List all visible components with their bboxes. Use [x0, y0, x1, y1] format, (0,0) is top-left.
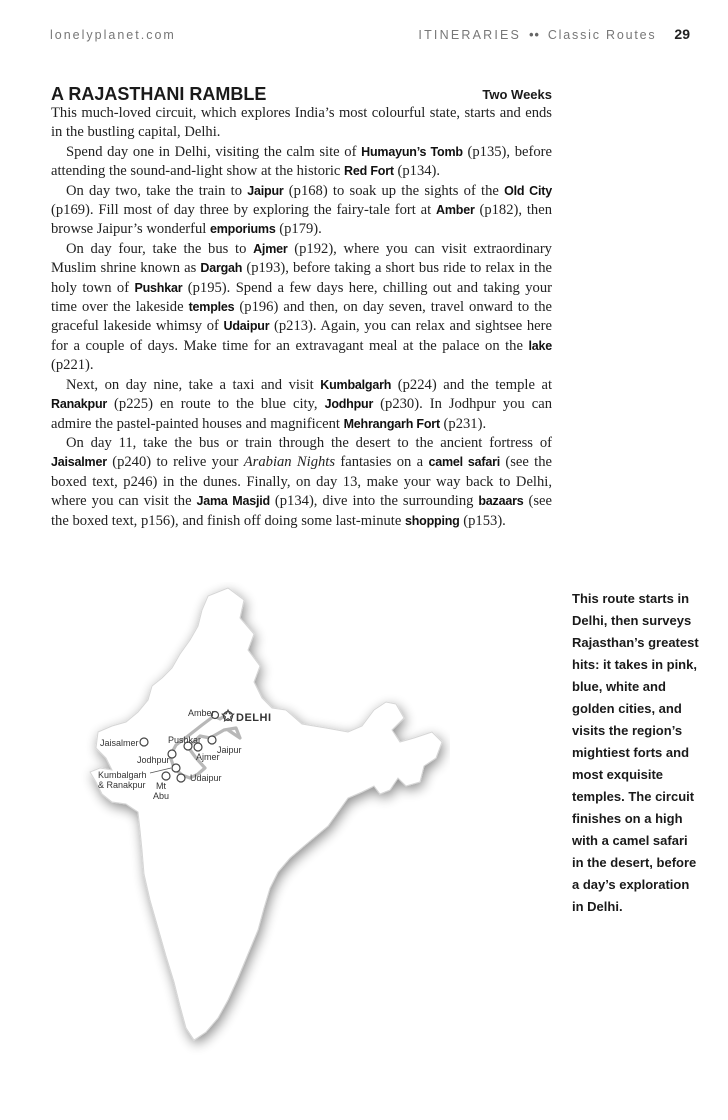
- paragraph-text: (p231).: [439, 415, 487, 432]
- paragraph-text: (p240) to relive your: [106, 454, 244, 471]
- paragraph-text: (p193), before taking a short bus ride to relax in the holy town of: [51, 260, 552, 296]
- highlighted-term: emporiums: [210, 222, 276, 237]
- running-header: [50, 26, 690, 46]
- label-delhi: DELHI: [236, 712, 272, 724]
- map-caption: This route starts in Delhi, then surveys Rajasthan’s greatest hits: it takes in pink, blue, white and golden cities, and visits the region’s mightiest forts and most exquisite temples. The circuit finishes on a high with a camel safari in the desert, before a day’s exploration in Delhi.: [572, 591, 699, 914]
- paragraph-text: (p153).: [459, 512, 506, 529]
- paragraph-text: On day two, take the train to: [66, 182, 248, 199]
- highlighted-term: Udaipur: [223, 319, 270, 334]
- india-route-map: [40, 582, 450, 1102]
- highlighted-term: Humayun’s Tomb: [361, 144, 463, 159]
- highlighted-term: Jama Masjid: [196, 494, 270, 509]
- paragraph-text: Next, on day nine, take a taxi and visit: [66, 376, 321, 393]
- label-kumbalgarh: Kumbalgarh: [98, 770, 147, 780]
- paragraph-text: (p134), dive into the surrounding: [269, 493, 479, 510]
- paragraph-text: (p195). Spend a few days here, chilling out and taking your time over the lakeside: [51, 279, 552, 316]
- separator: ••: [529, 28, 540, 42]
- label-jaipur: Jaipur: [217, 745, 242, 755]
- page-number: 29: [674, 26, 690, 42]
- highlighted-term: Ranakpur: [51, 397, 108, 412]
- body-paragraph: [51, 143, 552, 182]
- paragraph-text: This much-loved circuit, which explores India’s most colourful state, starts and ends in the bustling capital, Delhi.: [51, 105, 552, 141]
- paragraph-text: (p179).: [275, 221, 322, 238]
- body-paragraph: [51, 434, 552, 531]
- paragraph-text: (p192), where you can visit extraordinary Muslim shrine known as: [51, 240, 552, 277]
- highlighted-term: Mehrangarh Fort: [343, 416, 440, 431]
- itinerary-title-row: [51, 84, 552, 104]
- label-ajmer: Ajmer: [196, 752, 220, 762]
- highlighted-term: temples: [188, 300, 235, 315]
- highlighted-term: Pushkar: [134, 280, 183, 295]
- body-paragraph: [51, 104, 552, 143]
- jaipur-marker: [208, 736, 216, 744]
- highlighted-term: Jaisalmer: [51, 455, 107, 470]
- highlighted-term: Dargah: [200, 261, 243, 276]
- label-mt-abu-2: Abu: [153, 791, 170, 801]
- label-amber: Amber: [188, 708, 215, 718]
- paragraph-text: (p169). Fill most of day three by exploring the fairy-tale fort at: [51, 202, 437, 219]
- highlighted-term: Amber: [436, 203, 475, 218]
- india-outline: [90, 588, 442, 1040]
- highlighted-term: Jaipur: [247, 183, 284, 198]
- mt-abu-marker: [162, 772, 170, 780]
- label-jodhpur: Jodhpur: [137, 755, 170, 765]
- highlighted-term: Jodhpur: [324, 397, 374, 412]
- label-mt-abu-1: Mt: [156, 781, 166, 791]
- subsection-title: Classic Routes: [547, 28, 657, 42]
- paragraph-text: Spend day one in Delhi, visiting the calm site of: [66, 143, 362, 160]
- label-pushkar: Pushkar: [168, 735, 202, 745]
- paragraph-text: (p135), before attending the sound-and-light show at the historic: [51, 143, 553, 180]
- udaipur-marker: [177, 774, 185, 782]
- paragraph-text: (p224) and the temple at: [391, 376, 553, 393]
- paragraph-text: (see the boxed text, p156), and finish off doing some last-minute: [51, 493, 552, 529]
- section-nav: [418, 26, 690, 42]
- paragraph-text: (p221).: [51, 357, 94, 374]
- section-title: ITINERARIES: [418, 28, 522, 42]
- itinerary-title: A RAJASTHANI RAMBLE: [51, 84, 267, 104]
- label-ranakpur: & Ranakpur: [98, 780, 146, 790]
- highlighted-term: Kumbalgarh: [320, 377, 392, 392]
- highlighted-term: lake: [528, 338, 552, 353]
- site-url: lonelyplanet.com: [50, 28, 176, 42]
- jaisalmer-marker: [140, 738, 148, 746]
- highlighted-term: Ajmer: [253, 241, 288, 256]
- itinerary-body: [51, 104, 552, 531]
- highlighted-term: bazaars: [478, 494, 524, 509]
- itinerary-duration: Two Weeks: [482, 87, 552, 102]
- paragraph-text: (p196) and then, on day seven, travel onward to the graceful lakeside whimsy of: [51, 299, 552, 335]
- paragraph-text: fantasies on a: [335, 454, 429, 471]
- paragraph-text: On day 11, take the bus or train through the desert to the ancient fortress of: [66, 434, 552, 451]
- body-paragraph: [51, 240, 552, 376]
- paragraph-text: (see the boxed text, p246) in the dunes. Finally, on day 13, make your way back to Delhi, where you can visit the: [51, 454, 553, 510]
- kumbalgarh-marker: [172, 764, 180, 772]
- highlighted-term: shopping: [404, 513, 460, 528]
- highlighted-term: camel safari: [428, 455, 501, 470]
- label-udaipur: Udaipur: [190, 773, 222, 783]
- body-paragraph: [51, 376, 552, 434]
- paragraph-text: (p213). Again, you can relax and sightsee here for a couple of days. Make time for an extravagant meal at the palace on the: [51, 318, 552, 354]
- highlighted-term: Old City: [504, 183, 552, 198]
- paragraph-text: (p225) en route to the blue city,: [107, 396, 325, 413]
- paragraph-text: (p230). In Jodhpur you can admire the pastel-painted houses and magnificent: [51, 396, 553, 432]
- body-paragraph: [51, 182, 552, 240]
- paragraph-text: (p134).: [393, 163, 441, 180]
- paragraph-text: (p182), then browse Jaipur’s wonderful: [51, 202, 552, 238]
- paragraph-text: (p168) to soak up the sights of the: [283, 182, 505, 199]
- italic-term: Arabian Nights: [243, 454, 336, 471]
- paragraph-text: On day four, take the bus to: [66, 240, 254, 257]
- label-jaisalmer: Jaisalmer: [100, 738, 139, 748]
- highlighted-term: Red Fort: [344, 164, 394, 179]
